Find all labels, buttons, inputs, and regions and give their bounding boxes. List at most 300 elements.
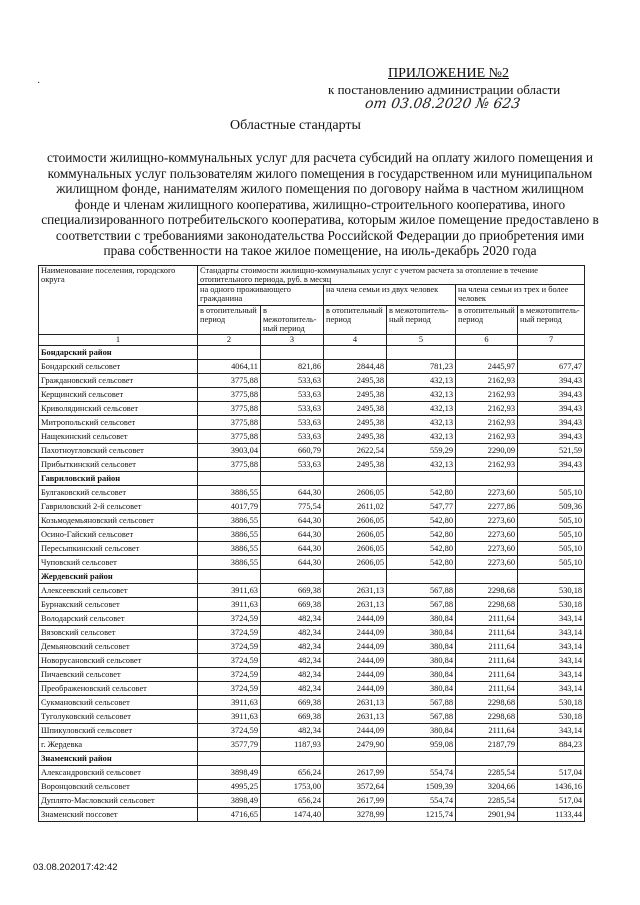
- empty-cell: [261, 346, 324, 360]
- standard-value: 2273,60: [456, 528, 518, 542]
- standard-value: 2617,99: [324, 766, 387, 780]
- standard-value: 542,80: [387, 528, 456, 542]
- standard-value: 821,86: [261, 360, 324, 374]
- standard-value: 542,80: [387, 542, 456, 556]
- standard-value: 2444,09: [324, 724, 387, 738]
- settlement-name: г. Жердевка: [39, 738, 198, 752]
- standard-value: 3572,64: [324, 780, 387, 794]
- empty-cell: [387, 472, 456, 486]
- standard-value: 2290,09: [456, 444, 518, 458]
- standard-value: 2444,09: [324, 612, 387, 626]
- settlement-name: Осино-Гайский сельсовет: [39, 528, 198, 542]
- standard-value: 3911,63: [198, 584, 261, 598]
- standard-value: 2631,13: [324, 696, 387, 710]
- standard-value: 343,14: [518, 612, 585, 626]
- table-row: [39, 514, 585, 528]
- empty-cell: [387, 346, 456, 360]
- standard-value: 380,84: [387, 612, 456, 626]
- table-row: [39, 780, 585, 794]
- standard-value: 533,63: [261, 374, 324, 388]
- table-row: [39, 724, 585, 738]
- standard-value: 3775,88: [198, 416, 261, 430]
- settlement-name: Бондарский сельсовет: [39, 360, 198, 374]
- standard-value: 394,43: [518, 430, 585, 444]
- standard-value: 482,34: [261, 724, 324, 738]
- single-resident-header: на одного проживающего гражданина: [198, 285, 324, 306]
- standard-value: 3775,88: [198, 374, 261, 388]
- empty-cell: [261, 752, 324, 766]
- standard-value: 343,14: [518, 668, 585, 682]
- standard-value: 530,18: [518, 710, 585, 724]
- standard-value: 554,74: [387, 766, 456, 780]
- standard-value: 542,80: [387, 486, 456, 500]
- standard-value: 567,88: [387, 710, 456, 724]
- standard-value: 482,34: [261, 612, 324, 626]
- standard-value: 2298,68: [456, 598, 518, 612]
- standard-value: 1509,39: [387, 780, 456, 794]
- standard-value: 3724,59: [198, 682, 261, 696]
- standard-value: 2273,60: [456, 486, 518, 500]
- district-name: Жердевский район: [39, 570, 198, 584]
- standard-value: 380,84: [387, 626, 456, 640]
- standard-value: 3886,55: [198, 556, 261, 570]
- standard-value: 2495,38: [324, 388, 387, 402]
- heating-period-header: в отопительный период: [456, 306, 518, 335]
- standard-value: 2495,38: [324, 402, 387, 416]
- column-number: 1: [39, 335, 198, 346]
- standard-value: 3775,88: [198, 388, 261, 402]
- standard-value: 2273,60: [456, 514, 518, 528]
- standard-value: 2285,54: [456, 766, 518, 780]
- standard-value: 4064,11: [198, 360, 261, 374]
- document-description: стоимости жилищно-коммунальных услуг для расчета субсидий на оплату жилого помещения и коммунальных услуг пользователям жилого помещения в государственном или муниципальном жилищном фонде, нанимателям жилого помещения по договору найма в частном жилищном фонде и членам жилищного кооператива, жилищно-строительного кооператива, иного специализированного потребительского кооператива, которым жилое помещение предоставлено в соответствии с требованиями законодательства Российской Федерации до приобретения ими права собственности на такое жилое помещение, на июль-декабрь 2020 года: [41, 150, 599, 258]
- empty-cell: [324, 346, 387, 360]
- standard-value: 3898,49: [198, 794, 261, 808]
- standard-value: 1187,93: [261, 738, 324, 752]
- standard-value: 781,23: [387, 360, 456, 374]
- standard-value: 3911,63: [198, 696, 261, 710]
- standard-value: 2479,90: [324, 738, 387, 752]
- standard-value: 394,43: [518, 388, 585, 402]
- standard-value: 3724,59: [198, 640, 261, 654]
- standard-value: 2111,64: [456, 626, 518, 640]
- settlement-name: Булгаковский сельсовет: [39, 486, 198, 500]
- settlement-name: Сукмановский сельсовет: [39, 696, 198, 710]
- settlement-name: Дуплято-Масловский сельсовет: [39, 794, 198, 808]
- empty-cell: [456, 752, 518, 766]
- standard-value: 2298,68: [456, 584, 518, 598]
- standard-value: 2285,54: [456, 794, 518, 808]
- column-number: 5: [387, 335, 456, 346]
- empty-cell: [518, 346, 585, 360]
- standard-value: 3724,59: [198, 654, 261, 668]
- standard-value: 542,80: [387, 514, 456, 528]
- standard-value: 432,13: [387, 416, 456, 430]
- heating-period-header: в отопительный период: [198, 306, 261, 335]
- standard-value: 343,14: [518, 682, 585, 696]
- standard-value: 2622,54: [324, 444, 387, 458]
- standard-value: 542,80: [387, 556, 456, 570]
- standard-value: 380,84: [387, 654, 456, 668]
- standard-value: 3204,66: [456, 780, 518, 794]
- settlement-name: Туголуковский сельсовет: [39, 710, 198, 724]
- standard-value: 2111,64: [456, 724, 518, 738]
- standard-value: 482,34: [261, 640, 324, 654]
- standard-value: 2111,64: [456, 612, 518, 626]
- district-header-row: [39, 472, 585, 486]
- standard-value: 2187,79: [456, 738, 518, 752]
- empty-cell: [324, 472, 387, 486]
- standard-value: 2277,86: [456, 500, 518, 514]
- table-row: [39, 710, 585, 724]
- table-row: [39, 556, 585, 570]
- standard-value: 533,63: [261, 402, 324, 416]
- standard-value: 2617,99: [324, 794, 387, 808]
- table-row: [39, 542, 585, 556]
- standard-value: 2162,93: [456, 374, 518, 388]
- standard-value: 394,43: [518, 416, 585, 430]
- standard-value: 669,38: [261, 584, 324, 598]
- standard-value: 4716,65: [198, 808, 261, 822]
- standard-value: 530,18: [518, 598, 585, 612]
- standard-value: 2273,60: [456, 556, 518, 570]
- table-row: [39, 388, 585, 402]
- standard-value: 3775,88: [198, 402, 261, 416]
- standard-value: 2606,05: [324, 528, 387, 542]
- standard-value: 530,18: [518, 696, 585, 710]
- standard-value: 567,88: [387, 696, 456, 710]
- standard-value: 530,18: [518, 584, 585, 598]
- standards-group-header: Стандарты стоимости жилищно-коммунальных услуг с учетом расчета за отопление в течение отопительного периода, руб. в месяц: [198, 266, 585, 285]
- standard-value: 2162,93: [456, 402, 518, 416]
- table-row: [39, 738, 585, 752]
- empty-cell: [387, 570, 456, 584]
- standard-value: 1436,16: [518, 780, 585, 794]
- table-row: [39, 794, 585, 808]
- handwritten-date-number: от 03.08.2020 № 623: [363, 96, 522, 112]
- empty-cell: [456, 570, 518, 584]
- standard-value: 959,08: [387, 738, 456, 752]
- column-number: 4: [324, 335, 387, 346]
- standard-value: 482,34: [261, 626, 324, 640]
- standard-value: 644,30: [261, 486, 324, 500]
- standard-value: 3724,59: [198, 626, 261, 640]
- empty-cell: [198, 570, 261, 584]
- standard-value: 1753,00: [261, 780, 324, 794]
- standard-value: 644,30: [261, 514, 324, 528]
- standard-value: 2111,64: [456, 654, 518, 668]
- standards-table: [38, 265, 585, 822]
- standard-value: 517,04: [518, 766, 585, 780]
- standard-value: 2606,05: [324, 556, 387, 570]
- empty-cell: [456, 472, 518, 486]
- standard-value: 547,77: [387, 500, 456, 514]
- standard-value: 3911,63: [198, 598, 261, 612]
- standard-value: 2444,09: [324, 640, 387, 654]
- standard-value: 533,63: [261, 416, 324, 430]
- standard-value: 432,13: [387, 374, 456, 388]
- settlement-name: Гавриловский 2-й сельсовет: [39, 500, 198, 514]
- empty-cell: [324, 570, 387, 584]
- standard-value: 2631,13: [324, 584, 387, 598]
- standard-value: 432,13: [387, 402, 456, 416]
- standard-value: 2273,60: [456, 542, 518, 556]
- table-row: [39, 696, 585, 710]
- appendix-reference: к постановлению администрации области: [328, 82, 561, 97]
- table-row: [39, 500, 585, 514]
- standard-value: 533,63: [261, 458, 324, 472]
- standard-value: 2111,64: [456, 668, 518, 682]
- column-number: 2: [198, 335, 261, 346]
- standard-value: 3886,55: [198, 514, 261, 528]
- settlement-name: Пересыпкинский сельсовет: [39, 542, 198, 556]
- table-row: [39, 640, 585, 654]
- standard-value: 3886,55: [198, 528, 261, 542]
- settlement-name: Граждановский сельсовет: [39, 374, 198, 388]
- document-caption: Областные стандарты: [230, 118, 361, 133]
- empty-cell: [456, 346, 518, 360]
- settlement-name: Володарский сельсовет: [39, 612, 198, 626]
- standard-value: 533,63: [261, 388, 324, 402]
- standard-value: 2162,93: [456, 430, 518, 444]
- standard-value: 4995,25: [198, 780, 261, 794]
- column-number: 3: [261, 335, 324, 346]
- standard-value: 4017,79: [198, 500, 261, 514]
- non-heating-period-header: в межотопитель-ный период: [518, 306, 585, 335]
- settlement-name: Чуповский сельсовет: [39, 556, 198, 570]
- empty-cell: [518, 570, 585, 584]
- empty-cell: [261, 570, 324, 584]
- standard-value: 2444,09: [324, 654, 387, 668]
- district-header-row: [39, 346, 585, 360]
- standard-value: 380,84: [387, 724, 456, 738]
- standard-value: 3278,99: [324, 808, 387, 822]
- standard-value: 343,14: [518, 654, 585, 668]
- table-row: [39, 584, 585, 598]
- standard-value: 3724,59: [198, 612, 261, 626]
- standard-value: 380,84: [387, 682, 456, 696]
- standard-value: 3903,04: [198, 444, 261, 458]
- empty-cell: [518, 752, 585, 766]
- district-name: Гавриловский район: [39, 472, 198, 486]
- standard-value: 656,24: [261, 766, 324, 780]
- standard-value: 2444,09: [324, 626, 387, 640]
- table-row: [39, 360, 585, 374]
- standard-value: 505,10: [518, 514, 585, 528]
- empty-cell: [387, 752, 456, 766]
- standard-value: 567,88: [387, 598, 456, 612]
- standard-value: 2631,13: [324, 710, 387, 724]
- standard-value: 656,24: [261, 794, 324, 808]
- standard-value: 1215,74: [387, 808, 456, 822]
- settlement-name: Криволядинский сельсовет: [39, 402, 198, 416]
- district-header-row: [39, 752, 585, 766]
- settlement-column-header: Наименование поселения, городского округа: [39, 266, 198, 335]
- standard-value: 432,13: [387, 430, 456, 444]
- settlement-name: Преображеновский сельсовет: [39, 682, 198, 696]
- settlement-name: Митропольский сельсовет: [39, 416, 198, 430]
- column-number: 6: [456, 335, 518, 346]
- standard-value: 669,38: [261, 710, 324, 724]
- table-row: [39, 668, 585, 682]
- settlement-name: Бурнакский сельсовет: [39, 598, 198, 612]
- standard-value: 669,38: [261, 696, 324, 710]
- settlement-name: Алексеевский сельсовет: [39, 584, 198, 598]
- column-number-row: [39, 335, 585, 346]
- empty-cell: [324, 752, 387, 766]
- table-row: [39, 486, 585, 500]
- standard-value: 432,13: [387, 388, 456, 402]
- standard-value: 482,34: [261, 682, 324, 696]
- settlement-name: Александровский сельсовет: [39, 766, 198, 780]
- standard-value: 567,88: [387, 584, 456, 598]
- standard-value: 3775,88: [198, 430, 261, 444]
- print-timestamp: 03.08.202017:42:42: [33, 862, 118, 873]
- standard-value: 2606,05: [324, 486, 387, 500]
- standard-value: 3724,59: [198, 668, 261, 682]
- standard-value: 644,30: [261, 542, 324, 556]
- settlement-name: Пичаевский сельсовет: [39, 668, 198, 682]
- appendix-title: [388, 66, 509, 82]
- appendix-title-text: ПРИЛОЖЕНИЕ №2: [388, 66, 509, 81]
- table-row: [39, 430, 585, 444]
- standard-value: 2631,13: [324, 598, 387, 612]
- settlement-name: Вязовский сельсовет: [39, 626, 198, 640]
- table-row: [39, 458, 585, 472]
- table-row: [39, 416, 585, 430]
- standard-value: 2298,68: [456, 710, 518, 724]
- standard-value: 3724,59: [198, 724, 261, 738]
- heating-period-header: в отопительный период: [324, 306, 387, 335]
- settlement-name: Демьяновский сельсовет: [39, 640, 198, 654]
- standard-value: 482,34: [261, 654, 324, 668]
- standard-value: 482,34: [261, 668, 324, 682]
- standard-value: 2445,97: [456, 360, 518, 374]
- standard-value: 2111,64: [456, 640, 518, 654]
- standard-value: 2611,02: [324, 500, 387, 514]
- standard-value: 2298,68: [456, 696, 518, 710]
- two-person-family-header: на члена семьи из двух человек: [324, 285, 456, 306]
- empty-cell: [198, 472, 261, 486]
- standard-value: 2495,38: [324, 430, 387, 444]
- standard-value: 521,59: [518, 444, 585, 458]
- standard-value: 2162,93: [456, 388, 518, 402]
- standard-value: 517,04: [518, 794, 585, 808]
- three-plus-family-header: на члена семьи из трех и более человек: [456, 285, 585, 306]
- standard-value: 1133,44: [518, 808, 585, 822]
- standard-value: 432,13: [387, 458, 456, 472]
- settlement-name: Воронцовский сельсовет: [39, 780, 198, 794]
- empty-cell: [198, 346, 261, 360]
- standard-value: 2844,48: [324, 360, 387, 374]
- standard-value: 2111,64: [456, 682, 518, 696]
- settlement-name: Пахотноугловский сельсовет: [39, 444, 198, 458]
- table-row: [39, 808, 585, 822]
- standard-value: 2495,38: [324, 416, 387, 430]
- standard-value: 533,63: [261, 430, 324, 444]
- standard-value: 1474,40: [261, 808, 324, 822]
- standard-value: 394,43: [518, 374, 585, 388]
- standard-value: 343,14: [518, 626, 585, 640]
- empty-cell: [261, 472, 324, 486]
- empty-cell: [198, 752, 261, 766]
- standard-value: 2495,38: [324, 458, 387, 472]
- table-row: [39, 444, 585, 458]
- standard-value: 554,74: [387, 794, 456, 808]
- standard-value: 394,43: [518, 458, 585, 472]
- standard-value: 2444,09: [324, 668, 387, 682]
- standard-value: 669,38: [261, 598, 324, 612]
- table-row: [39, 374, 585, 388]
- standard-value: 3886,55: [198, 542, 261, 556]
- table-row: [39, 654, 585, 668]
- settlement-name: Шпикуловский сельсовет: [39, 724, 198, 738]
- standard-value: 505,10: [518, 542, 585, 556]
- standard-value: 394,43: [518, 402, 585, 416]
- standard-value: 380,84: [387, 640, 456, 654]
- settlement-name: Новорусановский сельсовет: [39, 654, 198, 668]
- settlement-name: Знаменский поссовет: [39, 808, 198, 822]
- standard-value: 505,10: [518, 528, 585, 542]
- standard-value: 2901,94: [456, 808, 518, 822]
- table-row: [39, 402, 585, 416]
- standard-value: 505,10: [518, 486, 585, 500]
- standard-value: 509,36: [518, 500, 585, 514]
- settlement-name: Керщинский сельсовет: [39, 388, 198, 402]
- standard-value: 343,14: [518, 640, 585, 654]
- standard-value: 2162,93: [456, 458, 518, 472]
- standard-value: 3911,63: [198, 710, 261, 724]
- standard-value: 559,29: [387, 444, 456, 458]
- standard-value: 3898,49: [198, 766, 261, 780]
- standard-value: 677,47: [518, 360, 585, 374]
- standard-value: 3886,55: [198, 486, 261, 500]
- table-row: [39, 682, 585, 696]
- standard-value: 2606,05: [324, 542, 387, 556]
- standard-value: 505,10: [518, 556, 585, 570]
- standard-value: 2444,09: [324, 682, 387, 696]
- standard-value: 3775,88: [198, 458, 261, 472]
- district-name: Знаменский район: [39, 752, 198, 766]
- standard-value: 644,30: [261, 556, 324, 570]
- settlement-name: Прибыткинский сельсовет: [39, 458, 198, 472]
- standard-value: 660,79: [261, 444, 324, 458]
- non-heating-period-header: в межотопитель-ный период: [261, 306, 324, 335]
- column-number: 7: [518, 335, 585, 346]
- standard-value: 2606,05: [324, 514, 387, 528]
- district-name: Бондарский район: [39, 346, 198, 360]
- table-row: [39, 766, 585, 780]
- standard-value: 644,30: [261, 528, 324, 542]
- empty-cell: [518, 472, 585, 486]
- standard-value: 884,23: [518, 738, 585, 752]
- district-header-row: [39, 570, 585, 584]
- standard-value: 2162,93: [456, 416, 518, 430]
- table-row: [39, 626, 585, 640]
- settlement-name: Нащекинский сельсовет: [39, 430, 198, 444]
- table-row: [39, 612, 585, 626]
- table-row: [39, 528, 585, 542]
- standard-value: 343,14: [518, 724, 585, 738]
- settlement-name: Козьмодемьяновский сельсовет: [39, 514, 198, 528]
- scan-mark: ·: [37, 78, 41, 89]
- standard-value: 775,54: [261, 500, 324, 514]
- standard-value: 380,84: [387, 668, 456, 682]
- non-heating-period-header: в межотопитель-ный период: [387, 306, 456, 335]
- standard-value: 2495,38: [324, 374, 387, 388]
- table-row: [39, 598, 585, 612]
- standard-value: 3577,79: [198, 738, 261, 752]
